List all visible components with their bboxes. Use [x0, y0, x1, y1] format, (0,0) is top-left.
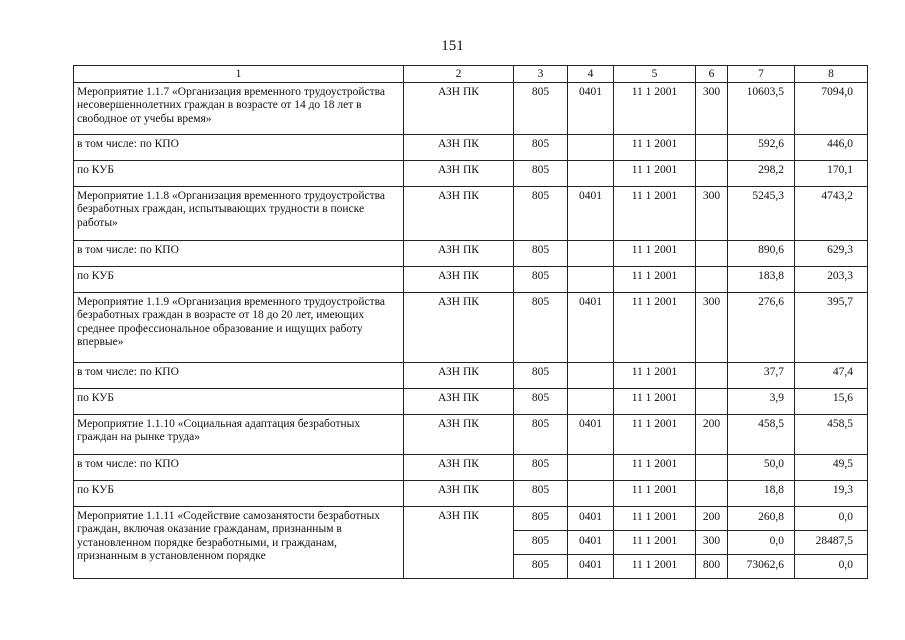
row-col3: 805: [514, 240, 568, 266]
row-col7: 3,9: [728, 388, 795, 414]
table-row: [74, 454, 868, 480]
row-col4: 0401: [568, 554, 614, 578]
row-col5: 11 1 2001: [614, 240, 696, 266]
row-col7: 890,6: [728, 240, 795, 266]
row-col4: [568, 454, 614, 480]
column-header: 7: [728, 66, 795, 83]
row-col7: 10603,5: [728, 82, 795, 134]
row-col8: 7094,0: [795, 82, 868, 134]
table-row: [74, 414, 868, 454]
row-col6: 300: [696, 82, 728, 134]
table-row: [74, 186, 868, 240]
row-agency: АЗН ПК: [404, 388, 514, 414]
row-col5: 11 1 2001: [614, 134, 696, 160]
row-col3: 805: [514, 266, 568, 292]
row-col6: [696, 388, 728, 414]
row-col8: 4743,2: [795, 186, 868, 240]
row-col3: 805: [514, 186, 568, 240]
row-col6: 300: [696, 292, 728, 362]
row-col8: 19,3: [795, 480, 868, 506]
row-agency: АЗН ПК: [404, 506, 514, 578]
row-col5: 11 1 2001: [614, 362, 696, 388]
column-header: 4: [568, 66, 614, 83]
table-row: [74, 160, 868, 186]
row-agency: АЗН ПК: [404, 82, 514, 134]
table-row: [74, 480, 868, 506]
column-header: 3: [514, 66, 568, 83]
row-col3: 805: [514, 530, 568, 554]
row-col4: [568, 362, 614, 388]
row-col5: 11 1 2001: [614, 388, 696, 414]
row-agency: АЗН ПК: [404, 454, 514, 480]
row-col8: 0,0: [795, 506, 868, 530]
row-name: в том числе: по КПО: [74, 454, 404, 480]
row-name: Мероприятие 1.1.7 «Организация временного трудоустройства несовершеннолетних граждан в возрасте от 14 до 18 лет в свободное от учебы время»: [74, 82, 404, 134]
row-col4: 0401: [568, 414, 614, 454]
row-col8: 170,1: [795, 160, 868, 186]
row-col4: 0401: [568, 530, 614, 554]
row-col6: 300: [696, 186, 728, 240]
table-row: [74, 240, 868, 266]
row-col7: 18,8: [728, 480, 795, 506]
row-col8: 629,3: [795, 240, 868, 266]
row-col7: 0,0: [728, 530, 795, 554]
row-col8: 203,3: [795, 266, 868, 292]
row-col4: [568, 160, 614, 186]
row-col4: [568, 134, 614, 160]
row-col6: [696, 160, 728, 186]
row-col5: 11 1 2001: [614, 506, 696, 530]
row-col7: 592,6: [728, 134, 795, 160]
row-col7: 183,8: [728, 266, 795, 292]
row-col3: 805: [514, 160, 568, 186]
row-col3: 805: [514, 388, 568, 414]
row-col7: 298,2: [728, 160, 795, 186]
row-col5: 11 1 2001: [614, 554, 696, 578]
row-col8: 15,6: [795, 388, 868, 414]
row-col7: 260,8: [728, 506, 795, 530]
row-col8: 446,0: [795, 134, 868, 160]
table-row: [74, 134, 868, 160]
row-col4: [568, 266, 614, 292]
row-col7: 458,5: [728, 414, 795, 454]
row-col8: 0,0: [795, 554, 868, 578]
row-agency: АЗН ПК: [404, 186, 514, 240]
row-col6: 300: [696, 530, 728, 554]
row-col8: 47,4: [795, 362, 868, 388]
table-row: [74, 506, 868, 530]
row-col6: [696, 134, 728, 160]
table-header-row: [74, 66, 868, 83]
row-col5: 11 1 2001: [614, 186, 696, 240]
row-col4: 0401: [568, 506, 614, 530]
row-col6: [696, 454, 728, 480]
row-agency: АЗН ПК: [404, 134, 514, 160]
row-col4: 0401: [568, 82, 614, 134]
table-row: [74, 82, 868, 134]
row-col8: 395,7: [795, 292, 868, 362]
row-col3: 805: [514, 414, 568, 454]
row-name: по КУБ: [74, 266, 404, 292]
row-col3: 805: [514, 506, 568, 530]
row-name: по КУБ: [74, 160, 404, 186]
table-row: [74, 388, 868, 414]
row-name: Мероприятие 1.1.9 «Организация временного трудоустройства безработных граждан в возрасте от 18 до 20 лет, имеющих среднее профессиональное образование и ищущих работу впервые»: [74, 292, 404, 362]
row-col4: [568, 240, 614, 266]
row-col6: [696, 362, 728, 388]
row-name: Мероприятие 1.1.11 «Содействие самозанятости безработных граждан, включая оказание гражданам, признанным в установленном порядке безработными, и гражданам, признанным в установленном порядке: [74, 506, 404, 578]
column-header: 5: [614, 66, 696, 83]
row-col7: 276,6: [728, 292, 795, 362]
row-col6: 200: [696, 506, 728, 530]
row-col6: [696, 480, 728, 506]
column-header: 8: [795, 66, 868, 83]
column-header: 2: [404, 66, 514, 83]
row-col3: 805: [514, 292, 568, 362]
row-col7: 73062,6: [728, 554, 795, 578]
row-agency: АЗН ПК: [404, 480, 514, 506]
row-col5: 11 1 2001: [614, 160, 696, 186]
row-name: в том числе: по КПО: [74, 362, 404, 388]
table-body: [74, 66, 868, 579]
page-number: 151: [441, 38, 464, 54]
row-name: по КУБ: [74, 388, 404, 414]
row-col4: 0401: [568, 292, 614, 362]
row-agency: АЗН ПК: [404, 160, 514, 186]
row-col3: 805: [514, 362, 568, 388]
row-col3: 805: [514, 82, 568, 134]
row-col6: [696, 240, 728, 266]
row-col6: [696, 266, 728, 292]
row-col3: 805: [514, 134, 568, 160]
row-col5: 11 1 2001: [614, 454, 696, 480]
table-row: [74, 362, 868, 388]
budget-table: [73, 65, 868, 579]
row-col5: 11 1 2001: [614, 292, 696, 362]
row-col5: 11 1 2001: [614, 530, 696, 554]
row-agency: АЗН ПК: [404, 292, 514, 362]
row-col5: 11 1 2001: [614, 414, 696, 454]
row-col8: 28487,5: [795, 530, 868, 554]
row-name: по КУБ: [74, 480, 404, 506]
row-col5: 11 1 2001: [614, 480, 696, 506]
table-row: [74, 266, 868, 292]
row-col8: 49,5: [795, 454, 868, 480]
row-col4: [568, 480, 614, 506]
row-name: Мероприятие 1.1.8 «Организация временного трудоустройства безработных граждан, испытывающих трудности в поиске работы»: [74, 186, 404, 240]
row-agency: АЗН ПК: [404, 362, 514, 388]
row-col7: 37,7: [728, 362, 795, 388]
row-col3: 805: [514, 454, 568, 480]
column-header: 6: [696, 66, 728, 83]
row-name: в том числе: по КПО: [74, 134, 404, 160]
row-col5: 11 1 2001: [614, 266, 696, 292]
row-col5: 11 1 2001: [614, 82, 696, 134]
row-col3: 805: [514, 554, 568, 578]
row-col4: 0401: [568, 186, 614, 240]
row-col6: 200: [696, 414, 728, 454]
row-col6: 800: [696, 554, 728, 578]
row-agency: АЗН ПК: [404, 240, 514, 266]
row-agency: АЗН ПК: [404, 414, 514, 454]
row-name: Мероприятие 1.1.10 «Социальная адаптация безработных граждан на рынке труда»: [74, 414, 404, 454]
row-col8: 458,5: [795, 414, 868, 454]
row-agency: АЗН ПК: [404, 266, 514, 292]
column-header: 1: [74, 66, 404, 83]
row-col7: 5245,3: [728, 186, 795, 240]
row-col4: [568, 388, 614, 414]
row-col7: 50,0: [728, 454, 795, 480]
row-name: в том числе: по КПО: [74, 240, 404, 266]
row-col3: 805: [514, 480, 568, 506]
table-row: [74, 292, 868, 362]
